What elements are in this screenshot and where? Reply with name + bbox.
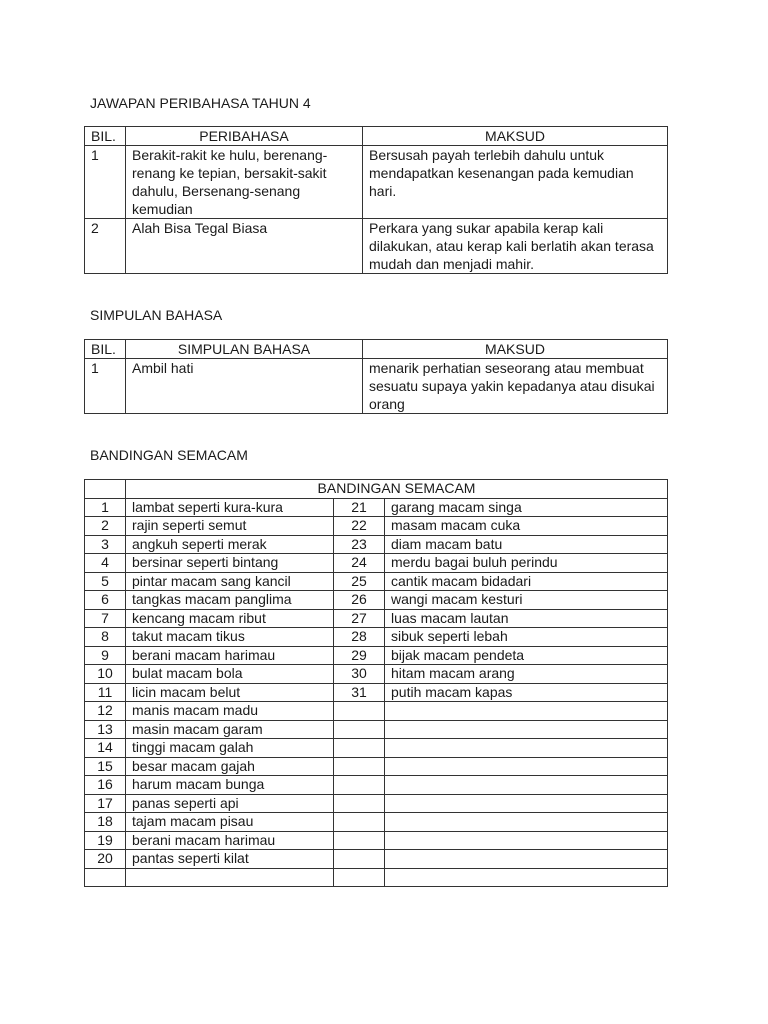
table-row — [85, 757, 668, 776]
table-cell — [85, 868, 126, 887]
table-cell — [385, 868, 668, 887]
peribahasa-table — [84, 126, 668, 274]
table-cell — [334, 868, 385, 887]
table-cell: 13 — [85, 720, 126, 739]
table-cell: 20 — [85, 850, 126, 869]
table-cell: 30 — [334, 665, 385, 684]
table-row — [85, 739, 668, 758]
table-row — [85, 776, 668, 795]
table-cell: 21 — [334, 498, 385, 517]
table-cell: 28 — [334, 628, 385, 647]
table-cell: tinggi macam galah — [126, 739, 334, 758]
table-cell: putih macam kapas — [385, 683, 668, 702]
table-cell: 23 — [334, 535, 385, 554]
header-empty — [85, 480, 126, 499]
table-cell — [385, 720, 668, 739]
table-cell: 27 — [334, 609, 385, 628]
table-cell — [334, 831, 385, 850]
table-cell — [334, 850, 385, 869]
table-row — [85, 572, 668, 591]
table-row — [85, 219, 668, 274]
table-cell: hitam macam arang — [385, 665, 668, 684]
table-cell: masam macam cuka — [385, 517, 668, 536]
table-cell: 1 — [85, 359, 126, 414]
header-bil: BIL. — [85, 127, 126, 146]
table-cell: luas macam lautan — [385, 609, 668, 628]
table-cell: sibuk seperti lebah — [385, 628, 668, 647]
table-header-row — [85, 340, 668, 359]
table-cell — [334, 776, 385, 795]
table-row — [85, 813, 668, 832]
table-row — [85, 535, 668, 554]
table-cell: berani macam harimau — [126, 646, 334, 665]
header-bil: BIL. — [85, 340, 126, 359]
table-cell: 18 — [85, 813, 126, 832]
header-bandingan: BANDINGAN SEMACAM — [126, 480, 668, 499]
table-cell — [385, 776, 668, 795]
table-cell: Alah Bisa Tegal Biasa — [126, 219, 363, 274]
table-cell: 26 — [334, 591, 385, 610]
table-cell: angkuh seperti merak — [126, 535, 334, 554]
table-cell: masin macam garam — [126, 720, 334, 739]
table-cell: panas seperti api — [126, 794, 334, 813]
table-cell: 6 — [85, 591, 126, 610]
table-cell: licin macam belut — [126, 683, 334, 702]
table-cell: 2 — [85, 517, 126, 536]
table-cell: 19 — [85, 831, 126, 850]
table-cell: tajam macam pisau — [126, 813, 334, 832]
table-row — [85, 794, 668, 813]
table-cell — [334, 739, 385, 758]
table-row — [85, 702, 668, 721]
bandingan-table — [84, 479, 668, 887]
simpulan-table — [84, 339, 668, 414]
table-cell — [334, 702, 385, 721]
table-row — [85, 683, 668, 702]
table-row — [85, 609, 668, 628]
table-cell: 15 — [85, 757, 126, 776]
table-cell: takut macam tikus — [126, 628, 334, 647]
table-cell: diam macam batu — [385, 535, 668, 554]
table-cell: 22 — [334, 517, 385, 536]
table-cell — [334, 794, 385, 813]
table-cell: tangkas macam panglima — [126, 591, 334, 610]
table-cell: 5 — [85, 572, 126, 591]
table-cell: pintar macam sang kancil — [126, 572, 334, 591]
table-row — [85, 868, 668, 887]
table-cell — [385, 794, 668, 813]
table-cell: 14 — [85, 739, 126, 758]
table-cell: 9 — [85, 646, 126, 665]
table-row — [85, 646, 668, 665]
table-row — [85, 554, 668, 573]
table-cell — [334, 813, 385, 832]
header-maksud: MAKSUD — [363, 127, 668, 146]
table-cell: 29 — [334, 646, 385, 665]
table-cell: manis macam madu — [126, 702, 334, 721]
table-cell: lambat seperti kura-kura — [126, 498, 334, 517]
table-cell: bijak macam pendeta — [385, 646, 668, 665]
header-maksud: MAKSUD — [363, 340, 668, 359]
simpulan-title: SIMPULAN BAHASA — [90, 307, 223, 323]
table-cell: Berakit-rakit ke hulu, berenang-renang ke tepian, bersakit-sakit dahulu, Bersenang-senang kemudian — [126, 146, 363, 219]
table-cell: 31 — [334, 683, 385, 702]
table-cell: 24 — [334, 554, 385, 573]
table-row — [85, 146, 668, 219]
table-cell — [385, 831, 668, 850]
table-row — [85, 628, 668, 647]
table-cell: 4 — [85, 554, 126, 573]
table-cell: bulat macam bola — [126, 665, 334, 684]
header-simpulan: SIMPULAN BAHASA — [126, 340, 363, 359]
table-cell: 7 — [85, 609, 126, 628]
table-cell: merdu bagai buluh perindu — [385, 554, 668, 573]
table-cell: 11 — [85, 683, 126, 702]
table-cell: 25 — [334, 572, 385, 591]
table-cell — [334, 757, 385, 776]
table-cell: 1 — [85, 498, 126, 517]
table-cell: 16 — [85, 776, 126, 795]
peribahasa-title: JAWAPAN PERIBAHASA TAHUN 4 — [90, 95, 311, 111]
bandingan-title: BANDINGAN SEMACAM — [90, 447, 248, 463]
table-row — [85, 359, 668, 414]
table-cell: 12 — [85, 702, 126, 721]
table-cell: menarik perhatian seseorang atau membuat sesuatu supaya yakin kepadanya atau disukai orang — [363, 359, 668, 414]
table-cell — [385, 739, 668, 758]
table-cell — [385, 702, 668, 721]
table-cell: Perkara yang sukar apabila kerap kali dilakukan, atau kerap kali berlatih akan terasa mudah dan menjadi mahir. — [363, 219, 668, 274]
table-cell: berani macam harimau — [126, 831, 334, 850]
table-cell: wangi macam kesturi — [385, 591, 668, 610]
table-row — [85, 665, 668, 684]
table-cell: Bersusah payah terlebih dahulu untuk mendapatkan kesenangan pada kemudian hari. — [363, 146, 668, 219]
table-row — [85, 831, 668, 850]
table-row — [85, 498, 668, 517]
table-row — [85, 850, 668, 869]
table-cell — [385, 757, 668, 776]
table-cell: garang macam singa — [385, 498, 668, 517]
table-row — [85, 720, 668, 739]
table-cell: harum macam bunga — [126, 776, 334, 795]
table-cell — [126, 868, 334, 887]
table-cell — [385, 850, 668, 869]
table-cell: 10 — [85, 665, 126, 684]
table-header-row — [85, 480, 668, 499]
table-cell: bersinar seperti bintang — [126, 554, 334, 573]
table-cell: kencang macam ribut — [126, 609, 334, 628]
table-cell: 2 — [85, 219, 126, 274]
table-cell: 1 — [85, 146, 126, 219]
header-peribahasa: PERIBAHASA — [126, 127, 363, 146]
table-cell: 8 — [85, 628, 126, 647]
table-row — [85, 517, 668, 536]
table-cell: cantik macam bidadari — [385, 572, 668, 591]
table-header-row — [85, 127, 668, 146]
table-cell: 17 — [85, 794, 126, 813]
table-cell: Ambil hati — [126, 359, 363, 414]
table-cell: 3 — [85, 535, 126, 554]
table-cell: rajin seperti semut — [126, 517, 334, 536]
table-cell: besar macam gajah — [126, 757, 334, 776]
table-cell — [334, 720, 385, 739]
table-row — [85, 591, 668, 610]
table-cell: pantas seperti kilat — [126, 850, 334, 869]
table-cell — [385, 813, 668, 832]
